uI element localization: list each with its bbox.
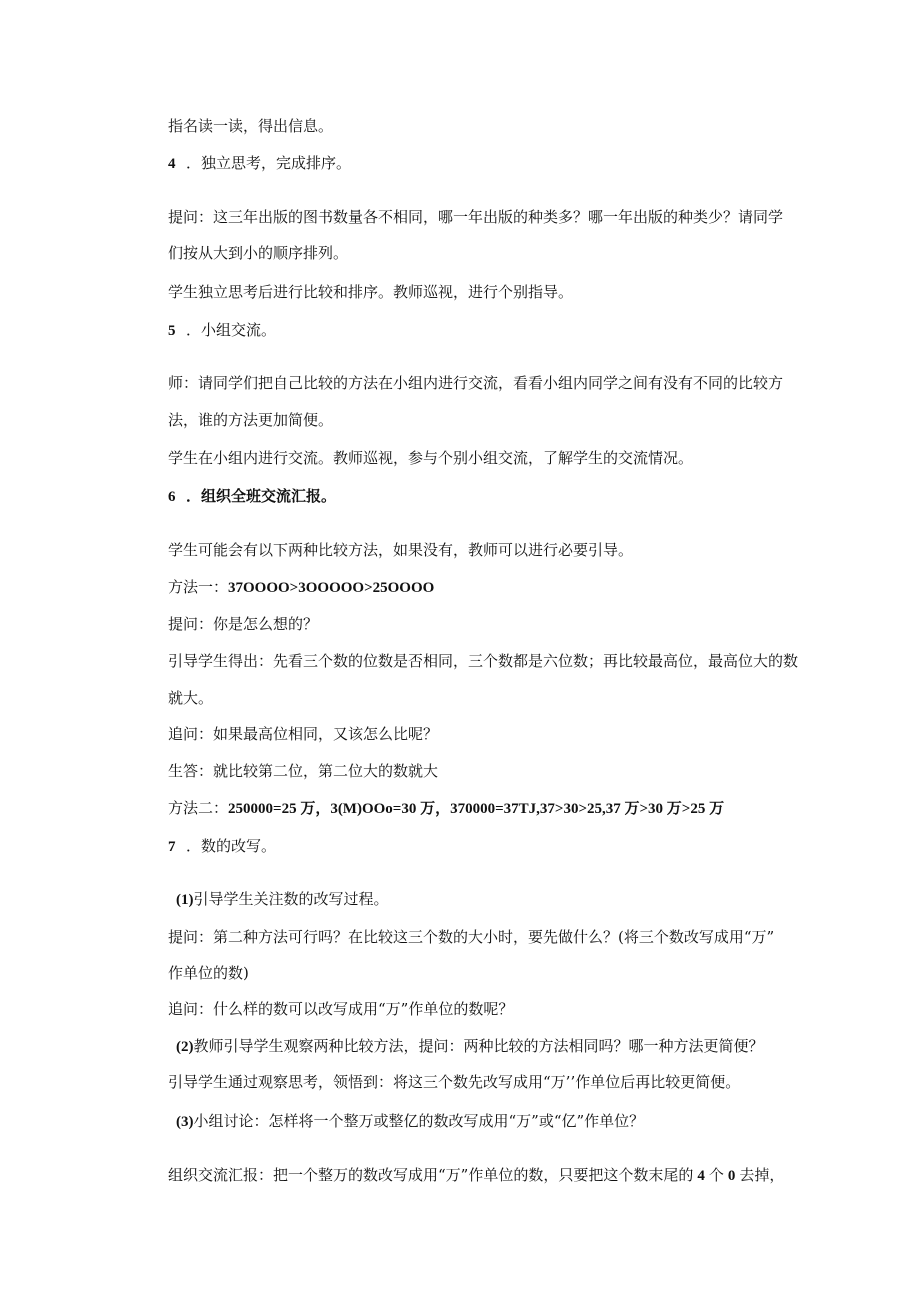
text-line: 作单位的数) (168, 964, 249, 982)
section-heading-4 (168, 153, 351, 174)
number-four: 4 (697, 1168, 705, 1184)
section-heading-7 (168, 836, 276, 857)
method-label: 方法二： (168, 799, 229, 817)
number-zero: 0 (727, 1168, 736, 1184)
method-expression: 37OOOO>3OOOOO>25OOOO (228, 580, 435, 596)
method-label: 方法一： (168, 578, 229, 596)
subitem-text: 教师引导学生观察两种比较方法，提问：两种比较的方法相同吗？哪一种方法更简便？ (193, 1037, 764, 1055)
text-line: 提问：这三年出版的图书数量各不相同，哪一年出版的种类多？哪一年出版的种类少？请同学 (168, 208, 784, 226)
text-line: 引导学生得出：先看三个数的位数是否相同，三个数都是六位数；再比较最高位，最高位大的数 (168, 652, 799, 670)
section-title: ．数的改写。 (186, 837, 277, 855)
text-line (168, 1165, 784, 1186)
section-heading-5 (168, 320, 276, 341)
text-segment: 个 (708, 1166, 724, 1184)
section-title: ．小组交流。 (186, 321, 277, 339)
section-number: 4 (168, 156, 176, 172)
subitem-2 (176, 1036, 764, 1057)
section-heading-6 (168, 486, 336, 507)
text-line: 提问：你是怎么想的？ (168, 615, 319, 633)
text-line: 生答：就比较第二位，第二位大的数就大 (168, 762, 439, 780)
section-title: ．独立思考，完成排序。 (186, 154, 352, 172)
subitem-number: (1) (176, 892, 194, 908)
text-segment: 组织交流汇报：把一个整万的数改写成用“万”作单位的数，只要把这个数末尾的 (168, 1166, 694, 1184)
text-line: 指名读一读，得出信息。 (168, 117, 334, 135)
subitem-3 (176, 1111, 644, 1132)
text-line: 追问：什么样的数可以改写成用“万”作单位的数呢？ (168, 1000, 514, 1018)
text-line: 提问：第二种方法可行吗？在比较这三个数的大小时，要先做什么？(将三个数改写成用“万” (168, 928, 775, 946)
text-line: 师：请同学们把自己比较的方法在小组内进行交流，看看小组内同学之间有没有不同的比较方 (168, 374, 784, 392)
section-number: 5 (168, 323, 176, 339)
subitem-text: 小组讨论：怎样将一个整万或整亿的数改写成用“万”或“亿”作单位？ (193, 1112, 645, 1130)
subitem-number: (3) (176, 1114, 194, 1130)
section-title: ．组织全班交流汇报。 (186, 489, 337, 505)
section-number: 6 (168, 489, 176, 505)
text-line: 们按从大到小的顺序排列。 (168, 244, 349, 262)
text-line: 就大。 (168, 689, 214, 707)
method-one-line (168, 577, 434, 598)
subitem-1 (176, 889, 389, 910)
text-line: 学生可能会有以下两种比较方法，如果没有，教师可以进行必要引导。 (168, 541, 634, 559)
text-line: 学生独立思考后进行比较和排序。教师巡视，进行个别指导。 (168, 283, 574, 301)
subitem-number: (2) (176, 1039, 194, 1055)
subitem-text: 引导学生关注数的改写过程。 (193, 890, 389, 908)
text-line: 引导学生通过观察思考，领悟到：将这三个数先改写成用“万’’作单位后再比较更简便。 (168, 1073, 741, 1091)
method-expression: 250000=25 万，3(M)OOo=30 万，370000=37TJ,37>30>25,37 万>30 万>25 万 (228, 801, 725, 817)
text-line: 学生在小组内进行交流。教师巡视，参与个别小组交流，了解学生的交流情况。 (168, 449, 694, 467)
method-two-line (168, 798, 724, 819)
section-number: 7 (168, 839, 176, 855)
text-line: 法，谁的方法更加简便。 (168, 411, 334, 429)
text-line: 追问：如果最高位相同，又该怎么比呢？ (168, 725, 439, 743)
text-segment: 去掉， (739, 1166, 785, 1184)
